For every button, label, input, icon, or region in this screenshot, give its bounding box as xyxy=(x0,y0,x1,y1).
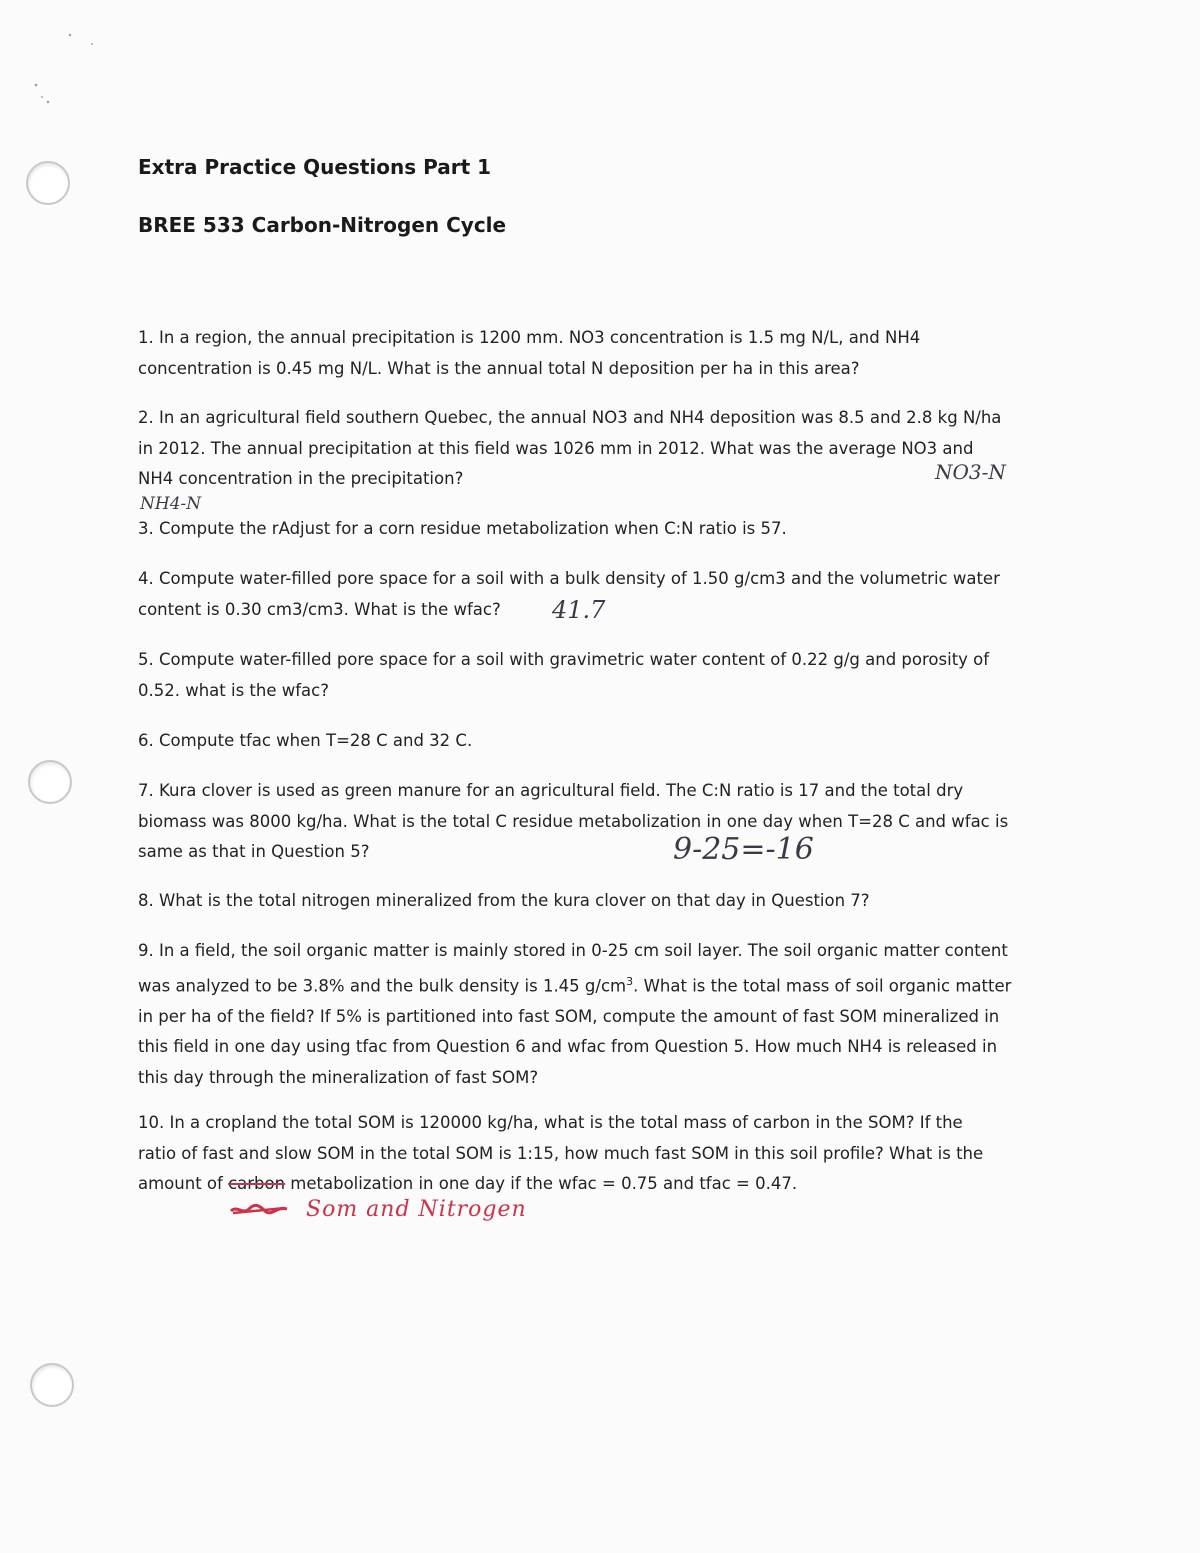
question-9 xyxy=(138,936,1063,1093)
scan-specks xyxy=(20,30,100,120)
question-8 xyxy=(138,886,1063,917)
question-9-line-3: in per ha of the field? If 5% is partitioned into fast SOM, compute the amount of fast SOM mineralized in xyxy=(138,1006,1000,1026)
document-title: Extra Practice Questions Part 1 xyxy=(138,155,492,179)
question-9-line-5: this day through the mineralization of fast SOM? xyxy=(138,1067,539,1087)
question-7 xyxy=(138,776,1063,868)
question-6 xyxy=(138,726,1063,757)
question-1-line-1: 1. In a region, the annual precipitation is 1200 mm. NO3 concentration is 1.5 mg N/L, and NH4 xyxy=(138,328,921,347)
question-1 xyxy=(138,323,1063,384)
handwritten-correction: Som and Nitrogen xyxy=(306,1197,527,1222)
handwritten-no3-note: NO3-N xyxy=(935,460,1006,484)
question-6-line-1: 6. Compute tfac when T=28 C and 32 C. xyxy=(138,731,473,750)
question-2-line-3: NH4 concentration in the precipitation? xyxy=(138,469,464,488)
question-7-line-1: 7. Kura clover is used as green manure for an agricultural field. The C:N ratio is 17 and the total dry xyxy=(138,781,964,800)
red-scribble-mark xyxy=(229,1203,289,1217)
question-3 xyxy=(138,514,1063,545)
handwritten-wfac-answer: 41.7 xyxy=(552,596,606,624)
question-5-line-1: 5. Compute water-filled pore space for a soil with gravimetric water content of 0.22 g/g and porosity of xyxy=(138,650,990,669)
question-5 xyxy=(138,645,1063,706)
course-title: BREE 533 Carbon-Nitrogen Cycle xyxy=(138,213,507,237)
question-3-line-1: 3. Compute the rAdjust for a corn residue metabolization when C:N ratio is 57. xyxy=(138,519,787,538)
question-9-line-1: 9. In a field, the soil organic matter is mainly stored in 0-25 cm soil layer. The soil organic matter content xyxy=(138,941,1008,960)
handwritten-equation: 9-25=-16 xyxy=(673,832,814,867)
question-7-line-2: biomass was 8000 kg/ha. What is the total C residue metabolization in one day when T=28 C and wfac is xyxy=(138,811,1009,831)
question-5-line-2: 0.52. what is the wfac? xyxy=(138,680,329,700)
question-10-line-2: ratio of fast and slow SOM in the total SOM is 1:15, how much fast SOM in this soil profile? What is the xyxy=(138,1143,984,1163)
question-10 xyxy=(138,1108,1063,1200)
question-9-line-2 xyxy=(138,967,1063,1002)
question-8-line-1: 8. What is the total nitrogen mineralized from the kura clover on that day in Question 7? xyxy=(138,891,870,910)
question-9-line-2-post: . What is the total mass of soil organic matter xyxy=(633,976,1012,995)
punch-hole-middle xyxy=(28,760,72,804)
question-9-line-4: this field in one day using tfac from Question 6 and wfac from Question 5. How much NH4 is released in xyxy=(138,1037,998,1056)
question-1-line-2: concentration is 0.45 mg N/L. What is the annual total N deposition per ha in this area? xyxy=(138,358,860,378)
question-9-superscript: 3 xyxy=(626,974,634,988)
question-4-line-2: content is 0.30 cm3/cm3. What is the wfac? xyxy=(138,599,501,619)
question-10-line-3-post: metabolization in one day if the wfac = 0.75 and tfac = 0.47. xyxy=(285,1174,798,1193)
struck-word: carbon xyxy=(228,1174,286,1193)
question-9-line-2-pre: was analyzed to be 3.8% and the bulk density is 1.45 g/cm xyxy=(138,976,627,995)
question-4-line-1: 4. Compute water-filled pore space for a soil with a bulk density of 1.50 g/cm3 and the volumetric water xyxy=(138,569,1000,588)
handwritten-nh4-note: NH4-N xyxy=(140,494,202,514)
question-10-line-3-pre: amount of xyxy=(138,1174,229,1193)
question-2-line-2: in 2012. The annual precipitation at this field was 1026 mm in 2012. What was the average NO3 and xyxy=(138,438,974,458)
question-2 xyxy=(138,403,1063,495)
question-10-line-1: 10. In a cropland the total SOM is 120000 kg/ha, what is the total mass of carbon in the SOM? If the xyxy=(138,1113,963,1132)
question-7-line-3: same as that in Question 5? xyxy=(138,842,370,861)
question-2-line-1: 2. In an agricultural field southern Quebec, the annual NO3 and NH4 deposition was 8.5 and 2.8 kg N/ha xyxy=(138,408,1002,427)
question-10-line-3 xyxy=(138,1169,1063,1200)
punch-hole-top xyxy=(26,161,70,205)
punch-hole-bottom xyxy=(30,1363,74,1407)
